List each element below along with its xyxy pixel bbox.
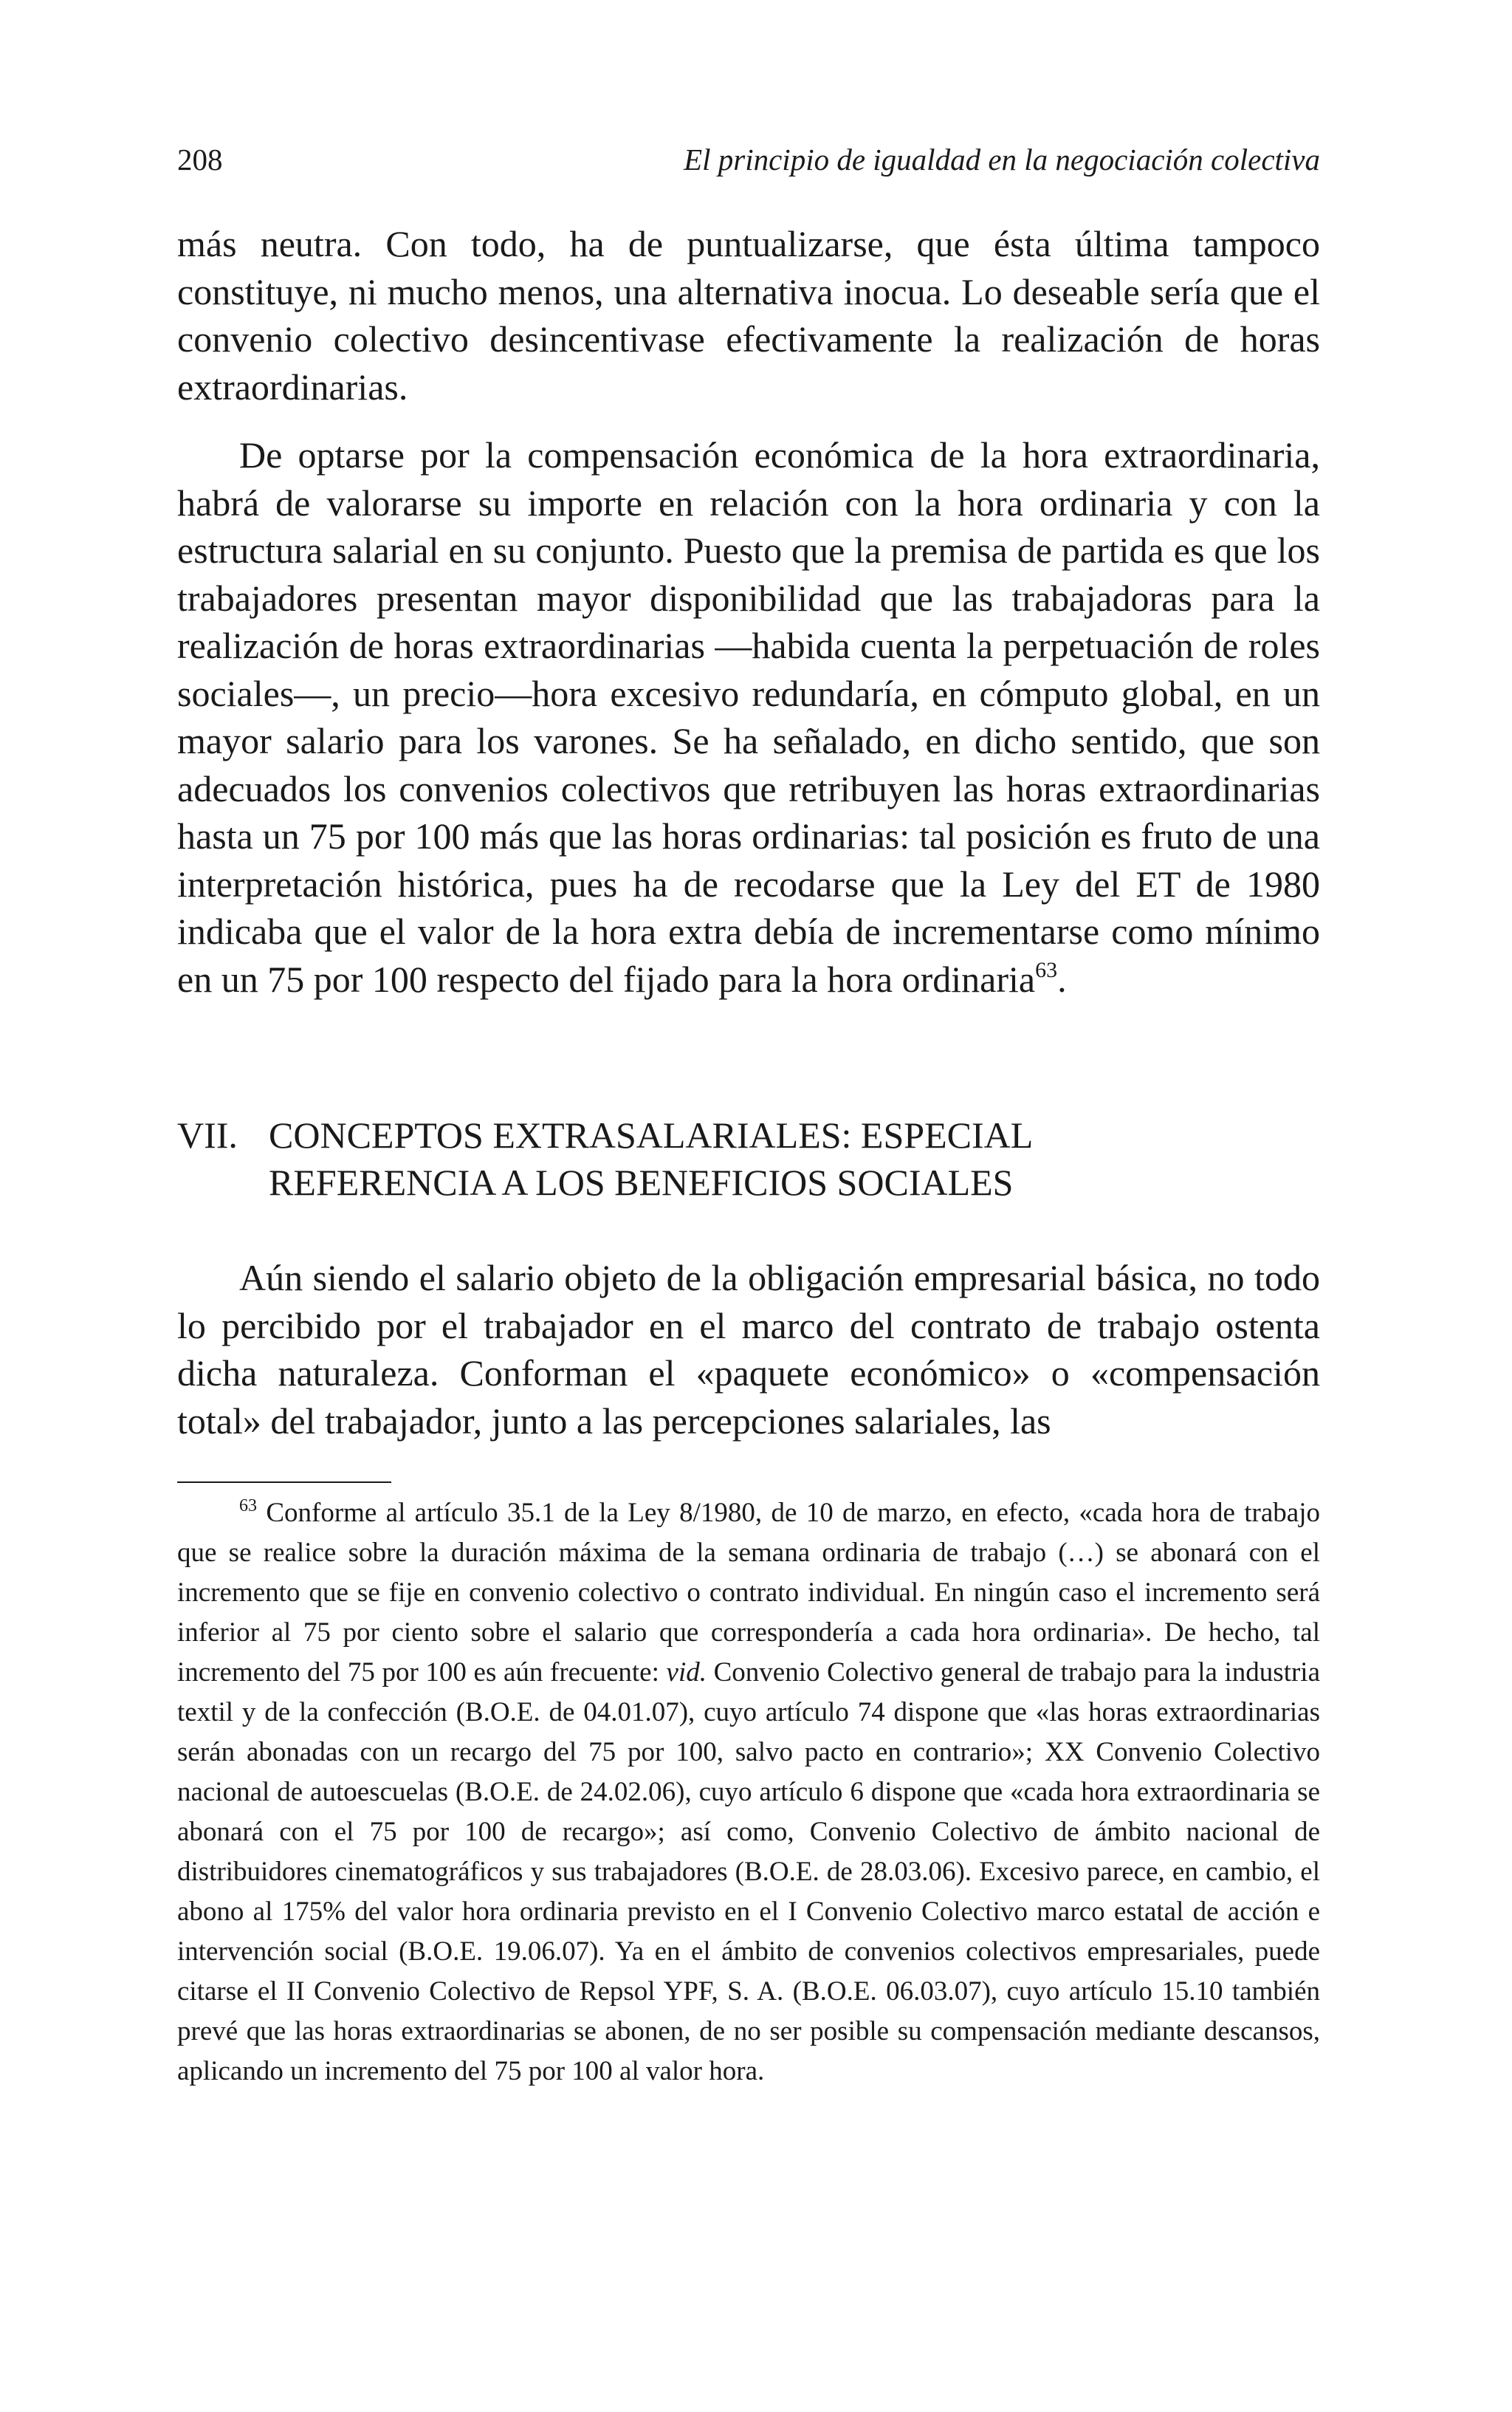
paragraph-text: Aún siendo el salario objeto de la obligación empresarial básica, no todo lo percibido por el trabajador en el marco del contrato de trabajo ostenta dicha naturaleza. Conforman el «paquete económico» o «compensación total» del trabajador, junto a las percepciones salariales, las [177,1257,1320,1442]
page-number: 208 [177,143,223,177]
section-heading [177,1111,1320,1206]
footnote-number: 63 [239,1496,257,1515]
paragraph-continuation [177,220,1320,411]
footnote-text-continued: Convenio Colectivo general de trabajo para la industria textil y de la confección (B.O.E. de 04.01.07), cuyo artículo 74 dispone que «las horas extraordinarias serán abonadas con un recargo del 75 por 100, salvo pacto en contrario»; XX Convenio Colectivo nacional de autoescuelas (B.O.E. de 24.02.06), cuyo artículo 6 dispone que «cada hora extraordinaria se abonará con el 75 por 100 de recargo»; así como, Convenio Colectivo de ámbito nacional de distribuidores cinematográficos y sus trabajadores (B.O.E. de 28.03.06). Excesivo parece, en cambio, el abono al 175% del valor hora ordinaria previsto en el I Convenio Colectivo marco estatal de acción e intervención social (B.O.E. 19.06.07). Ya en el ámbito de convenios colectivos empresariales, puede citarse el II Convenio Colectivo de Repsol YPF, S. A. (B.O.E. 06.03.07), cuyo artículo 15.10 también prevé que las horas extraordinarias se abonen, de no ser posible su compensación mediante descansos, aplicando un incremento del 75 por 100 al valor hora. [177,1657,1321,2086]
section-text [177,1254,1320,1445]
footnote-reference[interactable]: 63 [1035,957,1058,982]
paragraph-text: más neutra. Con todo, ha de puntualizarse, que ésta última tampoco constituye, ni mucho menos, una alternativa inocua. Lo deseable sería que el convenio colectivo desincentivase efectivamente la realización de horas extraordinarias. [177,223,1320,408]
running-title: El principio de igualdad en la negociación colectiva [684,143,1320,177]
running-head [177,137,1320,182]
footnote-text: Conforme al artículo 35.1 de la Ley 8/1980, de 10 de marzo, en efecto, «cada hora de trabajo que se realice sobre la duración máxima de la semana ordinaria de trabajo (…) se abonará con el incremento que se fije en convenio colectivo o contrato individual. En ningún caso el incremento será inferior al 75 por ciento sobre el salario que correspondería a cada hora ordinaria». De hecho, tal incremento del 75 por 100 es aún frecuente: [177,1498,1320,1688]
paragraph-end: . [1057,958,1067,1000]
section-number: VII. [177,1114,238,1156]
body-text [177,220,1320,1003]
footnote [177,1493,1320,2091]
footnote-separator [177,1481,391,1483]
paragraph-overtime-compensation [177,431,1320,1003]
section-title-line-2: REFERENCIA A LOS BENEFICIOS SOCIALES [269,1162,1014,1203]
footnote-63 [177,1493,1320,2091]
paragraph-text: De optarse por la compensación económica de la hora extraordinaria, habrá de valorarse su importe en relación con la hora ordinaria y con la estructura salarial en su conjunto. Puesto que la premisa de partida es que los trabajadores presentan mayor disponibilidad que las trabajadoras para la realización de horas extraordinarias —habida cuenta la perpetuación de roles sociales—, un precio—hora excesivo redundaría, en cómputo global, en un mayor salario para los varones. Se ha señalado, en dicho sentido, que son adecuados los convenios colectivos que retribuyen las horas extraordinarias hasta un 75 por 100 más que las horas ordinarias: tal posición es fruto de una interpretación histórica, pues ha de recodarse que la Ley del ET de 1980 indicaba que el valor de la hora extra debía de incrementarse como mínimo en un 75 por 100 respecto del fijado para la hora ordinaria [177,434,1320,1000]
section-title-line-1: CONCEPTOS EXTRASALARIALES: ESPECIAL [269,1114,1034,1156]
section-paragraph [177,1254,1320,1445]
footnote-vid: vid. [666,1657,707,1688]
